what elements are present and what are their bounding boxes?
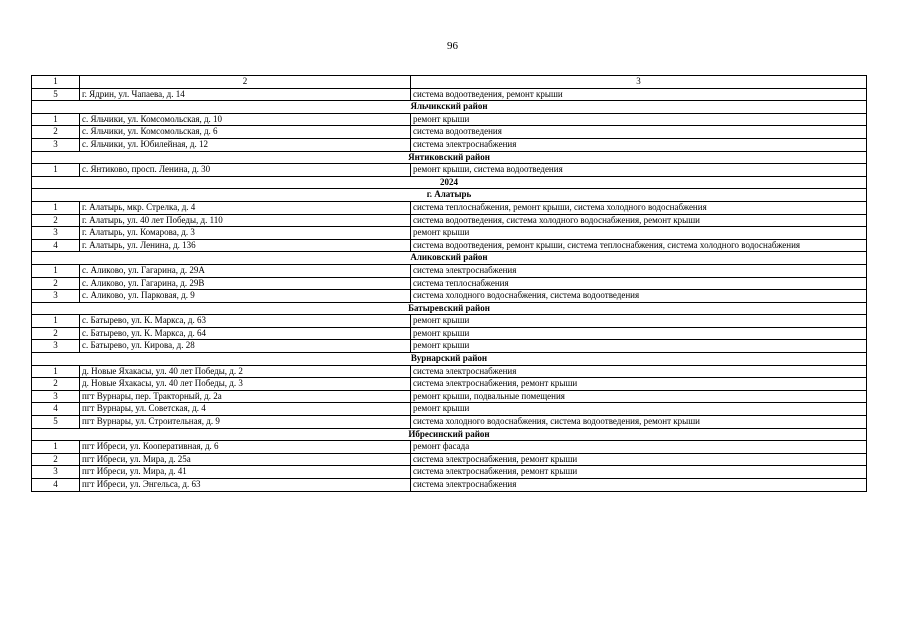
section-heading-row: [32, 176, 867, 189]
table-row: [32, 466, 867, 479]
table-row: [32, 403, 867, 416]
address-cell: г. Алатырь, ул. Ленина, д. 136: [80, 239, 411, 252]
address-cell: пгт Вурнары, ул. Строительная, д. 9: [80, 416, 411, 429]
table-row: [32, 164, 867, 177]
table-row: [32, 340, 867, 353]
address-cell: с. Батырево, ул. К. Маркса, д. 64: [80, 327, 411, 340]
work-type-cell: система холодного водоснабжения, система водоотведения, ремонт крыши: [411, 416, 867, 429]
address-cell: с. Яльчики, ул. Комсомольская, д. 10: [80, 113, 411, 126]
table-row: [32, 327, 867, 340]
table-row: [32, 277, 867, 290]
table-row: [32, 264, 867, 277]
table-row: [32, 214, 867, 227]
address-cell: пгт Ибреси, ул. Мира, д. 25а: [80, 453, 411, 466]
address-cell: д. Новые Яхакасы, ул. 40 лет Победы, д. 3: [80, 378, 411, 391]
section-heading: Аликовский район: [32, 252, 867, 265]
row-number: 3: [32, 390, 80, 403]
row-number: 5: [32, 416, 80, 429]
address-cell: с. Аликово, ул. Гагарина, д. 29В: [80, 277, 411, 290]
section-heading: Вурнарский район: [32, 353, 867, 366]
row-number: 3: [32, 138, 80, 151]
work-type-cell: ремонт крыши, система водоотведения: [411, 164, 867, 177]
work-type-cell: система водоотведения, ремонт крыши, система теплоснабжения, система холодного водоснабжения: [411, 239, 867, 252]
address-cell: с. Янтиково, просп. Ленина, д. 30: [80, 164, 411, 177]
work-type-cell: ремонт крыши: [411, 227, 867, 240]
work-type-cell: система водоотведения, система холодного водоснабжения, ремонт крыши: [411, 214, 867, 227]
row-number: 4: [32, 403, 80, 416]
address-cell: с. Аликово, ул. Гагарина, д. 29А: [80, 264, 411, 277]
address-cell: г. Алатырь, ул. 40 лет Победы, д. 110: [80, 214, 411, 227]
address-cell: пгт Ибреси, ул. Мира, д. 41: [80, 466, 411, 479]
section-heading: Батыревский район: [32, 302, 867, 315]
work-type-cell: система электроснабжения, ремонт крыши: [411, 453, 867, 466]
row-number: 2: [32, 453, 80, 466]
section-heading-row: [32, 428, 867, 441]
row-number: 1: [32, 164, 80, 177]
section-heading-row: [32, 101, 867, 114]
work-type-cell: ремонт крыши: [411, 327, 867, 340]
section-heading: 2024: [32, 176, 867, 189]
work-type-cell: система электроснабжения: [411, 264, 867, 277]
row-number: 3: [32, 340, 80, 353]
address-cell: с. Батырево, ул. К. Маркса, д. 63: [80, 315, 411, 328]
page-number: 96: [447, 40, 458, 52]
header-col-2: 2: [80, 76, 411, 89]
row-number: 3: [32, 290, 80, 303]
row-number: 1: [32, 113, 80, 126]
work-type-cell: система электроснабжения: [411, 138, 867, 151]
table-row: [32, 315, 867, 328]
address-cell: пгт Ибреси, ул. Кооперативная, д. 6: [80, 441, 411, 454]
row-number: 1: [32, 201, 80, 214]
address-cell: пгт Вурнары, пер. Тракторный, д. 2а: [80, 390, 411, 403]
repair-table: [31, 75, 867, 492]
address-cell: с. Яльчики, ул. Юбилейная, д. 12: [80, 138, 411, 151]
work-type-cell: ремонт крыши, подвальные помещения: [411, 390, 867, 403]
section-heading: г. Алатырь: [32, 189, 867, 202]
section-heading: Янтиковский район: [32, 151, 867, 164]
work-type-cell: система теплоснабжения, ремонт крыши, система холодного водоснабжения: [411, 201, 867, 214]
address-cell: пгт Ибреси, ул. Энгельса, д. 63: [80, 479, 411, 492]
address-cell: пгт Вурнары, ул. Советская, д. 4: [80, 403, 411, 416]
table-row: [32, 390, 867, 403]
section-heading-row: [32, 252, 867, 265]
work-type-cell: ремонт крыши: [411, 403, 867, 416]
work-type-cell: система водоотведения: [411, 126, 867, 139]
work-type-cell: система электроснабжения, ремонт крыши: [411, 378, 867, 391]
table-row: [32, 126, 867, 139]
table-row: [32, 416, 867, 429]
row-number: 1: [32, 264, 80, 277]
section-heading-row: [32, 353, 867, 366]
row-number: 4: [32, 239, 80, 252]
work-type-cell: система теплоснабжения: [411, 277, 867, 290]
row-number: 1: [32, 365, 80, 378]
table-row: [32, 290, 867, 303]
header-col-3: 3: [411, 76, 867, 89]
address-cell: г. Алатырь, мкр. Стрелка, д. 4: [80, 201, 411, 214]
header-col-1: 1: [32, 76, 80, 89]
table-row: [32, 378, 867, 391]
row-number: 2: [32, 214, 80, 227]
table-row: [32, 479, 867, 492]
row-number: 2: [32, 378, 80, 391]
table-row: [32, 201, 867, 214]
table-header-row: [32, 76, 867, 89]
section-heading: Ибресинский район: [32, 428, 867, 441]
work-type-cell: ремонт фасада: [411, 441, 867, 454]
row-number: 2: [32, 327, 80, 340]
row-number: 2: [32, 126, 80, 139]
address-cell: г. Алатырь, ул. Комарова, д. 3: [80, 227, 411, 240]
table-row: [32, 227, 867, 240]
table-row: [32, 239, 867, 252]
row-number: 1: [32, 441, 80, 454]
table-row: [32, 365, 867, 378]
section-heading-row: [32, 151, 867, 164]
table-row: [32, 138, 867, 151]
work-type-cell: ремонт крыши: [411, 340, 867, 353]
table-row: [32, 113, 867, 126]
address-cell: с. Батырево, ул. Кирова, д. 28: [80, 340, 411, 353]
row-number: 4: [32, 479, 80, 492]
address-cell: д. Новые Яхакасы, ул. 40 лет Победы, д. 2: [80, 365, 411, 378]
section-heading: Яльчикский район: [32, 101, 867, 114]
row-number: 5: [32, 88, 80, 101]
table-row: [32, 88, 867, 101]
work-type-cell: система водоотведения, ремонт крыши: [411, 88, 867, 101]
work-type-cell: ремонт крыши: [411, 113, 867, 126]
table-row: [32, 453, 867, 466]
row-number: 3: [32, 466, 80, 479]
work-type-cell: система электроснабжения, ремонт крыши: [411, 466, 867, 479]
address-cell: с. Яльчики, ул. Комсомольская, д. 6: [80, 126, 411, 139]
table-row: [32, 441, 867, 454]
section-heading-row: [32, 189, 867, 202]
row-number: 1: [32, 315, 80, 328]
work-type-cell: ремонт крыши: [411, 315, 867, 328]
address-cell: г. Ядрин, ул. Чапаева, д. 14: [80, 88, 411, 101]
row-number: 2: [32, 277, 80, 290]
section-heading-row: [32, 302, 867, 315]
address-cell: с. Аликово, ул. Парковая, д. 9: [80, 290, 411, 303]
work-type-cell: система электроснабжения: [411, 365, 867, 378]
work-type-cell: система электроснабжения: [411, 479, 867, 492]
work-type-cell: система холодного водоснабжения, система водоотведения: [411, 290, 867, 303]
row-number: 3: [32, 227, 80, 240]
